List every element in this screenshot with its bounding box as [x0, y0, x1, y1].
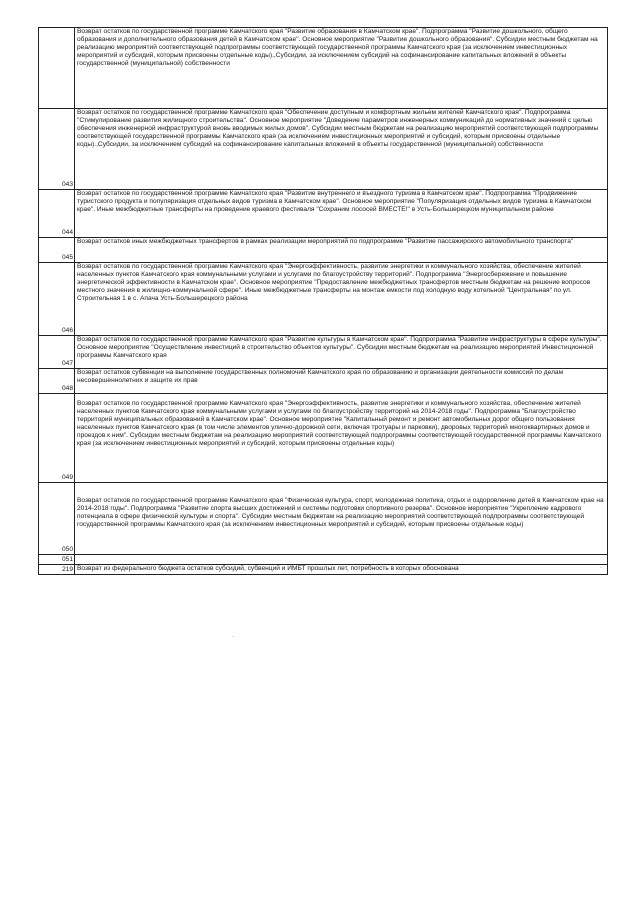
row-code: 050 [39, 483, 75, 555]
row-code: 044 [39, 190, 75, 238]
table-row [39, 190, 608, 238]
row-code: 049 [39, 394, 75, 483]
row-code: 047 [39, 336, 75, 369]
row-text: Возврат остатков по государственной программе Камчатского края "Развитие образования в Камчатском крае". Подпрограмма "Развитие дошкольного, общего образования и дополнительного образования детей в Камчатском крае". Основное мероприятие "Развитие дошкольного образования". Субсидии местным бюджетам на реализацию мероприятий соответствующей подпрограммы соответствующей государственной программы Камчатского края (за исключением инвестиционных мероприятий и субсидий, которым присвоены отдельные коды).,Субсидии, за исключением субсидий на софинансирование капитальных вложений в объекты государственной (муниципальной) собственности [75, 28, 608, 109]
row-code [39, 28, 75, 109]
table-row [39, 336, 608, 369]
returns-table-body [39, 28, 608, 575]
row-code: 048 [39, 369, 75, 394]
row-text: Возврат остатков по государственной программе Камчатского края "Развитие культуры в Камчатском крае". Подпрограмма "Развитие инфраструктуры в сфере культуры". Основное мероприятие "Осуществление инвестиций в строительство объектов культуры". Субсидии местным бюджетам на реализацию мероприятий Инвестиционной программы Камчатского края [75, 336, 608, 369]
table-row [39, 238, 608, 263]
row-code: 043 [39, 109, 75, 190]
table-row [39, 483, 608, 555]
table-row [39, 394, 608, 483]
returns-table-sheet [38, 27, 608, 575]
table-row [39, 555, 608, 565]
scan-mark: · [600, 565, 602, 571]
row-text: Возврат остатков по государственной программе Камчатского края "Развитие внутреннего и въездного туризма в Камчатском крае". Подпрограмма "Продвижение туристского продукта и популяризация отдельных видов туризма в Камчатском крае". Основное мероприятие "Популяризация отдельных видов туризма в Камчатском крае". Иные межбюджетные трансферты на проведение краевого фестиваля "Сохраним лососей ВМЕСТЕ!" в Усть-Большерецком муниципальном районе [75, 190, 608, 238]
row-text: Возврат остатков по государственной программе Камчатского края "Обеспечение доступным и комфортным жильем жителей Камчатского края". Подпрограмма "Стимулирование развития жилищного строительства". Основное мероприятие "Доведение параметров инженерных коммуникаций до нормативных значений с целью обеспечения инженерной инфраструктурой вновь вводимых жилых домов". Субсидии местным бюджетам на реализацию мероприятий соответствующей подпрограммы соответствующей государственной программы Камчатского края (за исключением инвестиционных мероприятий и субсидий, которым присвоены отдельные коды).,Субсидии, за исключением субсидий на софинансирование капитальных вложений в объекты государственной (муниципальной) собственности [75, 109, 608, 190]
returns-table [38, 27, 608, 575]
table-row [39, 263, 608, 336]
row-text: Возврат остатков по государственной программе Камчатского края "Физическая культура, спорт, молодежная политика, отдых и оздоровление детей в Камчатском крае на 2014-2018 годы". Подпрограмма "Развитие спорта высших достижений и системы подготовки спортивного резерва". Основное мероприятие "Укрепление кадрового потенциала в сфере физической культуры и спорта". Субсидии местным бюджетам на реализацию мероприятий соответствующей подпрограммы соответствующей государственной программы Камчатского края (за исключением инвестиционных мероприятий и субсидий, которым присвоены отдельные коды) [75, 483, 608, 555]
row-code: 046 [39, 263, 75, 336]
table-row [39, 565, 608, 575]
table-row [39, 369, 608, 394]
table-row [39, 28, 608, 109]
row-text: Возврат остатков субвенции на выполнение государственных полномочий Камчатского края по образованию и организации деятельности комиссий по делам несовершеннолетних и защите их прав [75, 369, 608, 394]
row-code: 051 [39, 555, 75, 565]
table-row [39, 109, 608, 190]
row-text: Возврат остатков иных межбюджетных трансфертов в рамках реализации мероприятий по подпрограмме "Развитие пассажирского автомобильного транспорта" [75, 238, 608, 263]
row-text: Возврат остатков по государственной программе Камчатского края "Энергоэффективность, развитие энергетики и коммунального хозяйства, обеспечение жителей населенных пунктов Камчатского края коммунальными услугами и услугами по благоустройству территорий". Подпрограмма "Энергосбережение и повышение энергетической эффективности в Камчатском крае". Основное мероприятие "Предоставление межбюджетных трансфертов местным бюджетам на решение вопросов местного значения в жилищно-коммунальной сфере". Иные межбюджетные трансферты на монтаж емкости под холодную воду котельной "Центральная" по ул. Строительная 1 в с. Апача Усть-Большерецкого района [75, 263, 608, 336]
row-text [75, 555, 608, 565]
scan-mark: · [232, 634, 234, 640]
row-code: 219 [39, 565, 75, 575]
row-code: 045 [39, 238, 75, 263]
row-text: Возврат из федерального бюджета остатков субсидий, субвенций и ИМБТ прошлых лет, потребность в которых обоснована [75, 565, 608, 575]
row-text: Возврат остатков по государственной программе Камчатского края "Энергоэффективность, развитие энергетики и коммунального хозяйства, обеспечение жителей населенных пунктов Камчатского края коммунальными услугами и услугами по благоустройству территорий на 2014-2018 годы". Подпрограмма "Благоустройство территорий муниципальных образований в Камчатском крае". Основное мероприятие "Капитальный ремонт и ремонт автомобильных дорог общего пользования населенных пунктов Камчатского края (в том числе элементов улично-дорожной сети, включая тротуары и парковки), дворовых территорий многоквартирных домов и проездов к ним". Субсидии местным бюджетам на реализацию мероприятий соответствующей подпрограммы соответствующей государственной программы Камчатского края (за исключением инвестиционных мероприятий и субсидий, которым присвоены отдельные коды) [75, 394, 608, 483]
